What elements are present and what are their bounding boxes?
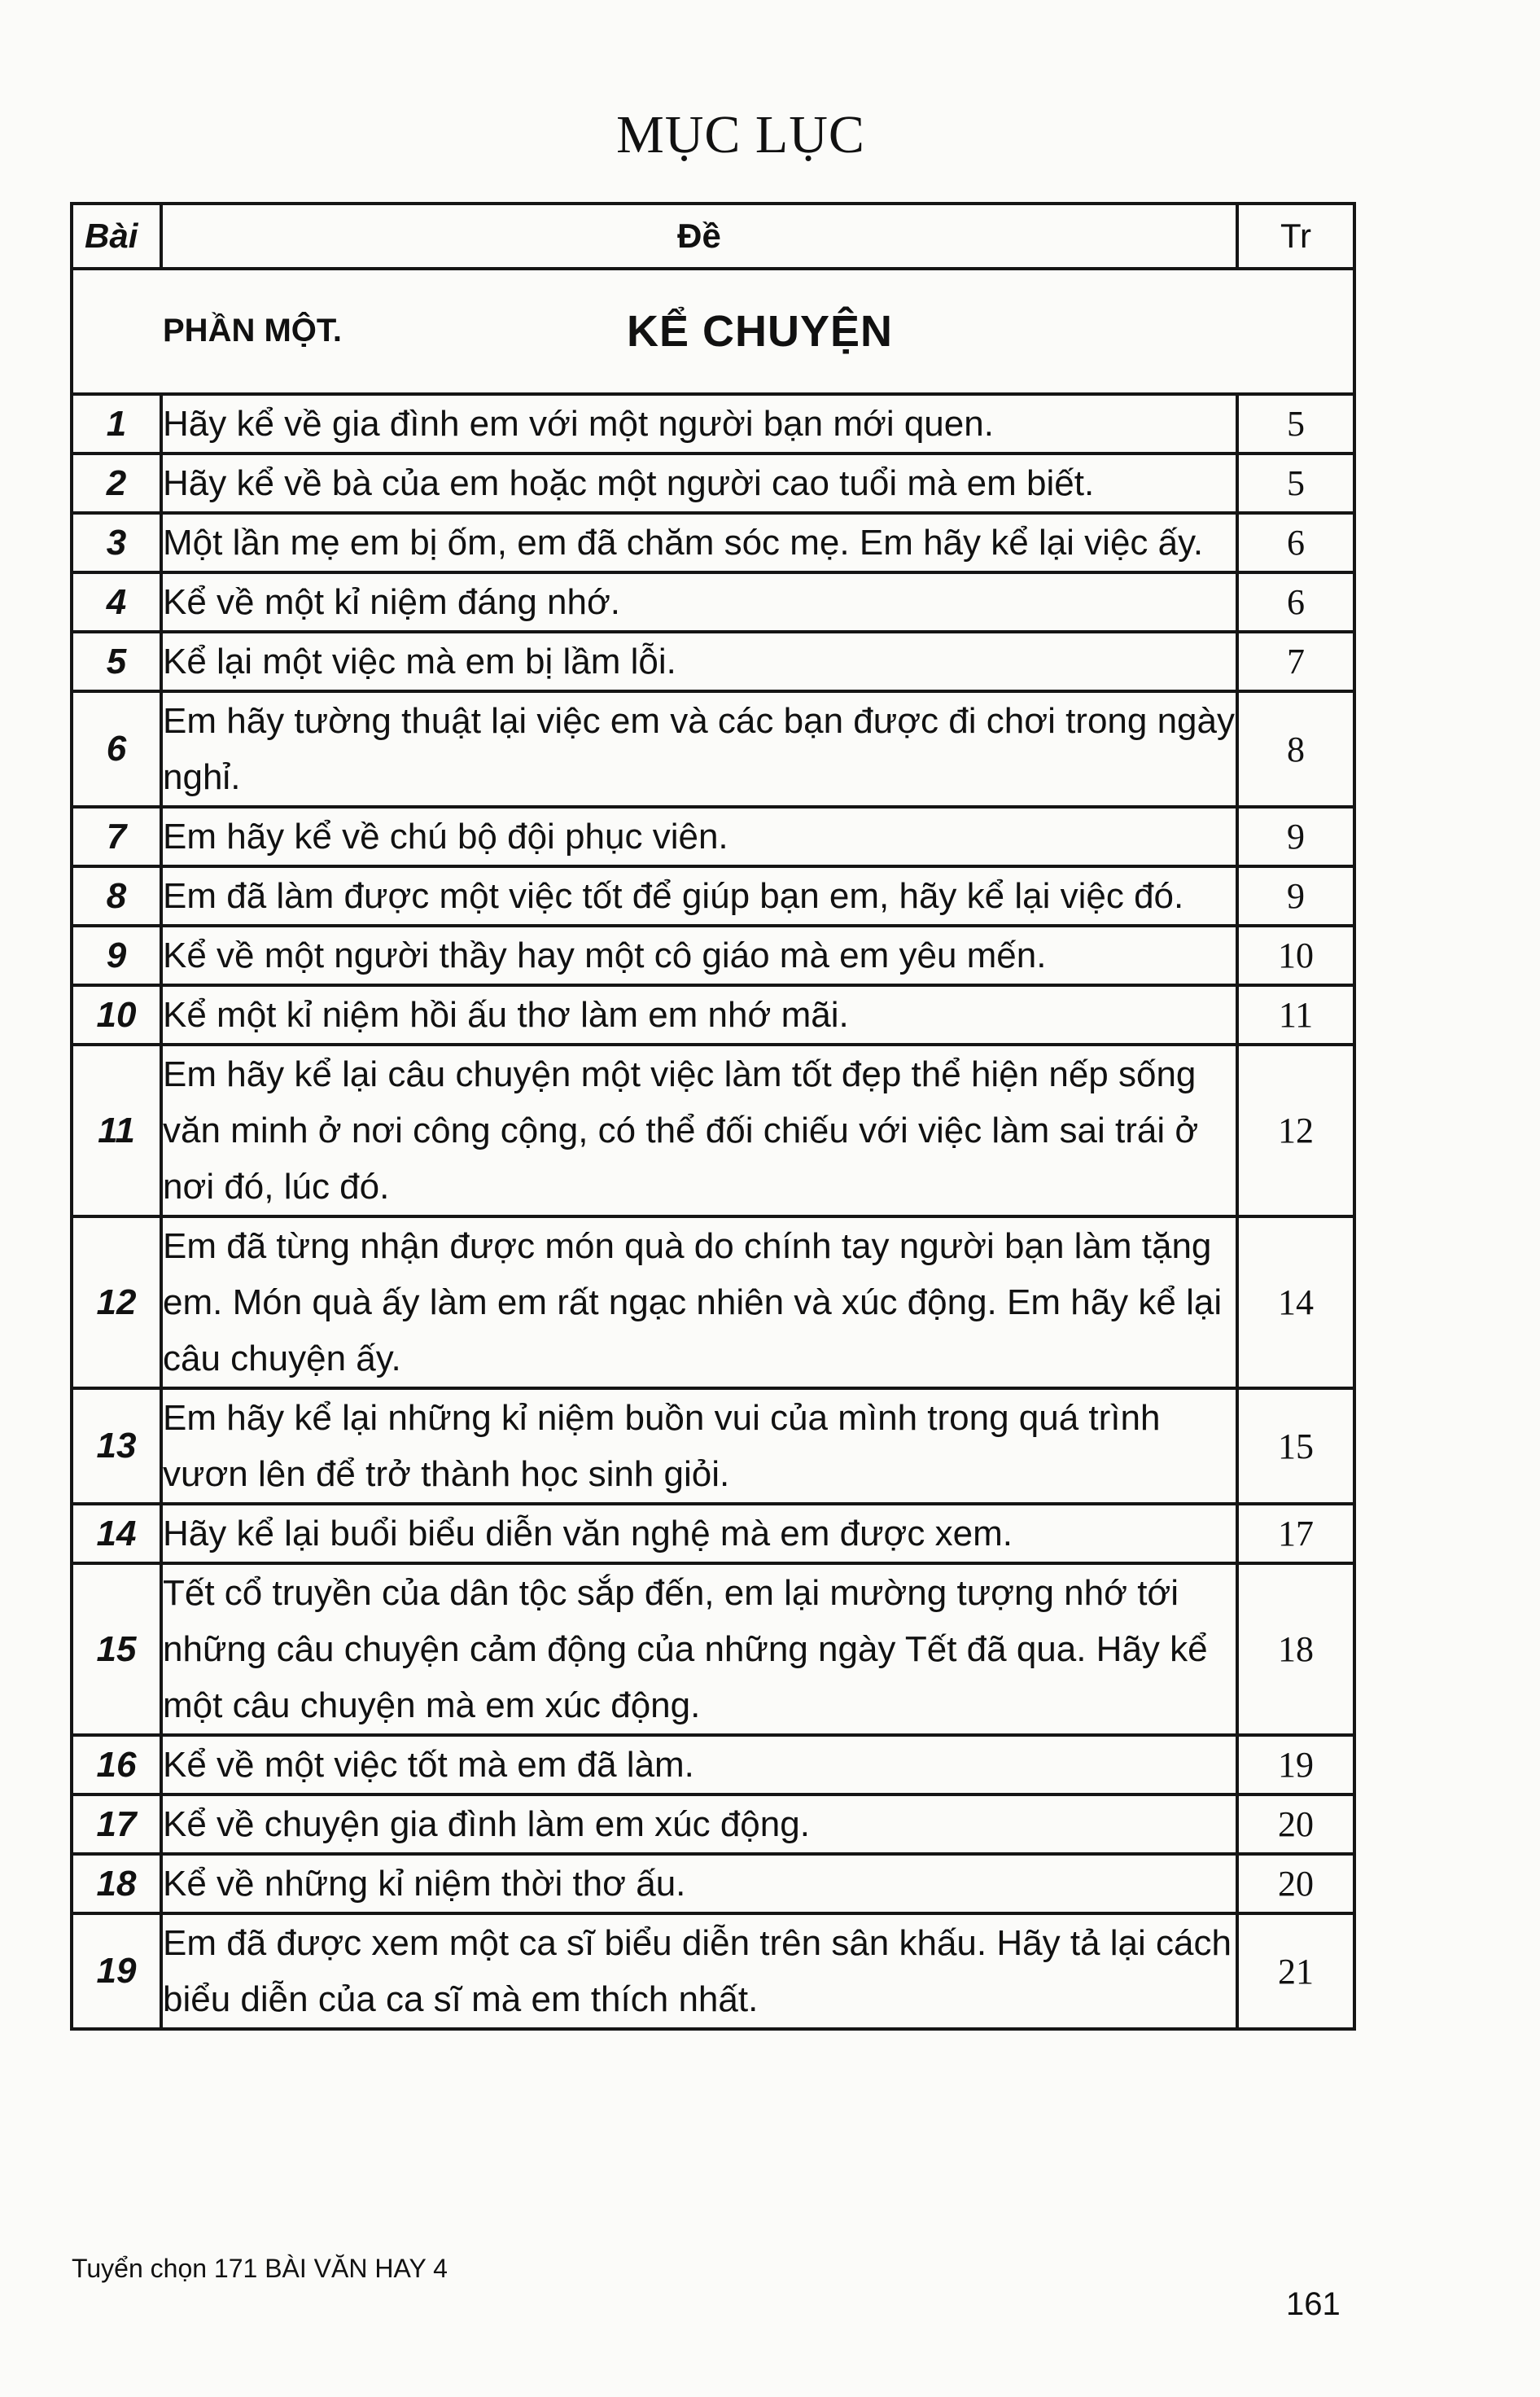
lesson-number: 4 <box>72 572 161 632</box>
table-row <box>72 1388 1354 1504</box>
table-row <box>72 866 1354 926</box>
lesson-page: 14 <box>1237 1216 1354 1388</box>
lesson-number: 7 <box>72 807 161 866</box>
table-row <box>72 632 1354 691</box>
table-row <box>72 572 1354 632</box>
lesson-topic: Em đã được xem một ca sĩ biểu diễn trên sân khấu. Hãy tả lại cách biểu diễn của ca sĩ mà em thích nhất. <box>161 1913 1237 2029</box>
lesson-topic: Hãy kể lại buổi biểu diễn văn nghệ mà em được xem. <box>161 1504 1237 1563</box>
lesson-topic: Em hãy kể lại những kỉ niệm buồn vui của mình trong quá trình vươn lên để trở thành học sinh giỏi. <box>161 1388 1237 1504</box>
lesson-page: 12 <box>1237 1045 1354 1216</box>
lesson-number: 19 <box>72 1913 161 2029</box>
lesson-topic: Một lần mẹ em bị ốm, em đã chăm sóc mẹ. Em hãy kể lại việc ấy. <box>161 513 1237 572</box>
table-row <box>72 1735 1354 1794</box>
column-header-lesson: Bài <box>72 204 161 269</box>
lesson-page: 19 <box>1237 1735 1354 1794</box>
lesson-number: 10 <box>72 985 161 1045</box>
page-title: MỤC LỤC <box>616 105 865 164</box>
table-header-row <box>72 204 1354 269</box>
table-row <box>72 985 1354 1045</box>
lesson-page: 9 <box>1237 807 1354 866</box>
lesson-topic: Em hãy kể về chú bộ đội phục viên. <box>161 807 1237 866</box>
table-of-contents <box>70 202 1356 2031</box>
lesson-topic: Tết cổ truyền của dân tộc sắp đến, em lại mường tượng nhớ tới những câu chuyện cảm động của những ngày Tết đã qua. Hãy kể một câu chuyện mà em xúc động. <box>161 1563 1237 1735</box>
lesson-number: 17 <box>72 1794 161 1854</box>
lesson-number: 5 <box>72 632 161 691</box>
lesson-topic: Em đã từng nhận được món quà do chính tay người bạn làm tặng em. Món quà ấy làm em rất ngạc nhiên và xúc động. Em hãy kể lại câu chuyện ấy. <box>161 1216 1237 1388</box>
lesson-topic: Em đã làm được một việc tốt để giúp bạn em, hãy kể lại việc đó. <box>161 866 1237 926</box>
lesson-page: 20 <box>1237 1794 1354 1854</box>
book-title: Tuyển chọn 171 BÀI VĂN HAY 4 <box>72 2254 448 2283</box>
lesson-page: 15 <box>1237 1388 1354 1504</box>
lesson-number: 14 <box>72 1504 161 1563</box>
lesson-topic: Kể về một kỉ niệm đáng nhớ. <box>161 572 1237 632</box>
table-row <box>72 1854 1354 1913</box>
lesson-topic: Kể về một việc tốt mà em đã làm. <box>161 1735 1237 1794</box>
table-row <box>72 1913 1354 2029</box>
lesson-page: 7 <box>1237 632 1354 691</box>
lesson-page: 21 <box>1237 1913 1354 2029</box>
table-row <box>72 394 1354 454</box>
lesson-topic: Hãy kể về gia đình em với một người bạn mới quen. <box>161 394 1237 454</box>
lesson-page: 20 <box>1237 1854 1354 1913</box>
lesson-page: 6 <box>1237 572 1354 632</box>
column-header-topic: Đề <box>161 204 1237 269</box>
lesson-topic: Em hãy tường thuật lại việc em và các bạn được đi chơi trong ngày nghỉ. <box>161 691 1237 807</box>
table-row <box>72 1563 1354 1735</box>
lesson-page: 8 <box>1237 691 1354 807</box>
lesson-page: 5 <box>1237 454 1354 513</box>
lesson-page: 6 <box>1237 513 1354 572</box>
section-title: KỂ CHUYỆN <box>627 307 894 356</box>
lesson-number: 1 <box>72 394 161 454</box>
table-row <box>72 1504 1354 1563</box>
lesson-topic: Kể về chuyện gia đình làm em xúc động. <box>161 1794 1237 1854</box>
lesson-page: 10 <box>1237 926 1354 985</box>
lesson-page: 11 <box>1237 985 1354 1045</box>
lesson-number: 6 <box>72 691 161 807</box>
column-header-page: Tr <box>1237 204 1354 269</box>
lesson-number: 3 <box>72 513 161 572</box>
table-row <box>72 513 1354 572</box>
lesson-topic: Hãy kể về bà của em hoặc một người cao tuổi mà em biết. <box>161 454 1237 513</box>
section-row <box>72 269 1354 394</box>
section-label: PHẦN MỘT. <box>163 313 342 348</box>
table-row <box>72 1045 1354 1216</box>
lesson-page: 5 <box>1237 394 1354 454</box>
lesson-number: 8 <box>72 866 161 926</box>
lesson-number: 15 <box>72 1563 161 1735</box>
table-row <box>72 926 1354 985</box>
lesson-number: 12 <box>72 1216 161 1388</box>
lesson-topic: Kể lại một việc mà em bị lầm lỗi. <box>161 632 1237 691</box>
lesson-number: 9 <box>72 926 161 985</box>
lesson-page: 9 <box>1237 866 1354 926</box>
table-row <box>72 1794 1354 1854</box>
lesson-topic: Kể về những kỉ niệm thời thơ ấu. <box>161 1854 1237 1913</box>
lesson-topic: Em hãy kể lại câu chuyện một việc làm tốt đẹp thể hiện nếp sống văn minh ở nơi công cộng, có thể đối chiếu với việc làm sai trái ở nơi đó, lúc đó. <box>161 1045 1237 1216</box>
lesson-number: 2 <box>72 454 161 513</box>
lesson-page: 17 <box>1237 1504 1354 1563</box>
page-number: 161 <box>1286 2286 1341 2322</box>
lesson-number: 18 <box>72 1854 161 1913</box>
lesson-topic: Kể về một người thầy hay một cô giáo mà em yêu mến. <box>161 926 1237 985</box>
lesson-page: 18 <box>1237 1563 1354 1735</box>
table-row <box>72 454 1354 513</box>
lesson-number: 16 <box>72 1735 161 1794</box>
lesson-topic: Kể một kỉ niệm hồi ấu thơ làm em nhớ mãi. <box>161 985 1237 1045</box>
table-row <box>72 1216 1354 1388</box>
lesson-number: 11 <box>72 1045 161 1216</box>
table-row <box>72 691 1354 807</box>
lesson-number: 13 <box>72 1388 161 1504</box>
table-row <box>72 807 1354 866</box>
